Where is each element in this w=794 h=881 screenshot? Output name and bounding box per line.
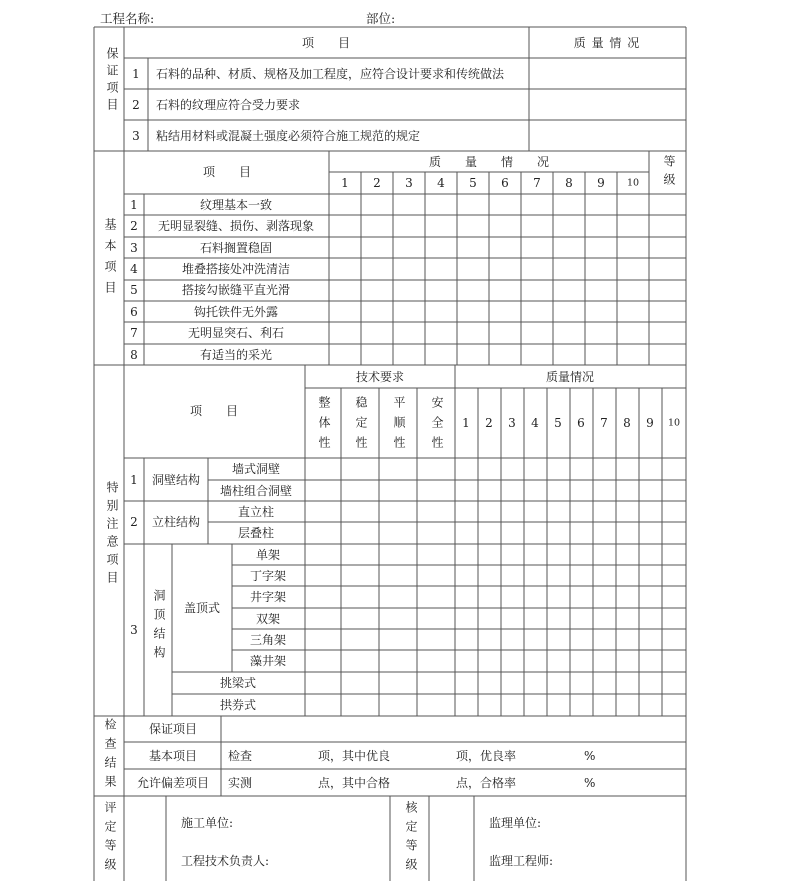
special-sub-item: 直立柱 [237,505,275,519]
supervisor-unit-label: 监理单位: [489,816,542,830]
special-group-name: 洞顶结构 [152,589,166,665]
basic-col-number: 8 [565,176,573,190]
special-tech-header: 技术要求 [355,370,405,384]
tech-col-text: 稳定性 [354,396,368,456]
basic-row-no: 6 [130,305,138,319]
special-col-number: 4 [531,416,539,430]
tech-col-safety [429,396,443,456]
special-col-number: 7 [600,416,608,430]
verify-section-text: 核定等级 [404,801,418,877]
guarantee-row-text: 粘结用材料或混凝土强度必须符合施工规范的规定 [156,129,421,143]
special-sub-item: 拱券式 [219,698,257,712]
special-group-no: 2 [130,515,138,529]
guarantee-row-no: 2 [132,98,140,112]
basic-row-no: 2 [130,219,138,233]
special-col-number: 9 [646,416,654,430]
rating-section-text: 评定等级 [103,801,117,877]
basic-row-text: 无明显突石、利石 [187,326,285,340]
result-basic-mid: 项，其中优良 [318,749,391,763]
basic-row-no: 7 [130,326,138,340]
result-tolerance-label: 允许偏差项目 [136,776,210,790]
result-tol-measure: 实测 [228,776,253,790]
basic-quality-header: 质 量 情 况 [428,155,550,169]
result-basic-label: 基本项目 [148,749,198,763]
tech-col-integrity [316,396,330,456]
basic-col-number: 1 [341,176,349,190]
basic-col-number: 7 [533,176,541,190]
special-col-number: 8 [623,416,631,430]
guarantee-row-text: 石料的纹理应符合受力要求 [156,98,301,112]
guarantee-row-text: 石料的品种、材质、规格及加工程度，应符合设计要求和传统做法 [156,67,505,81]
basic-col-number: 4 [437,176,445,190]
result-section-text: 检查结果 [103,718,117,794]
result-basic-end: 项，优良率 [456,749,517,763]
special-sub-item: 双架 [255,612,281,626]
special-sub-item: 丁字架 [249,569,287,583]
basic-item-header: 项 目 [202,165,252,179]
part-label: 部位: [366,11,396,26]
special-group-name: 立柱结构 [151,515,201,529]
basic-col-number: 5 [469,176,477,190]
basic-grade-text: 等级 [662,155,676,191]
special-col-number: 2 [485,416,493,430]
special-quality-header: 质量情况 [545,370,595,384]
basic-col-number: 10 [626,177,640,189]
rating-section-label [102,801,116,877]
result-basic-check: 检查 [228,749,253,763]
basic-col-number: 9 [597,176,605,190]
special-sub-item: 三角架 [249,633,287,647]
special-sub-item: 墙柱组合洞壁 [219,484,293,498]
basic-row-no: 5 [130,283,138,297]
basic-row-text: 纹理基本一致 [199,198,273,212]
basic-row-text: 无明显裂缝、损伤、剥落现象 [157,219,315,233]
basic-row-no: 1 [130,198,138,212]
basic-row-no: 4 [130,262,138,276]
basic-col-number: 6 [501,176,509,190]
basic-row-text: 钩托铁件无外露 [193,305,279,319]
special-sub-item: 墙式洞壁 [231,462,281,476]
special-group-name: 洞壁结构 [151,473,201,487]
special-col-number: 10 [667,417,681,429]
result-tol-end: 点，合格率 [456,776,517,790]
result-guarantee-label: 保证项目 [148,722,198,736]
special-sub-item: 挑梁式 [219,676,257,690]
cover-type-label: 盖顶式 [183,601,221,615]
basic-row-text: 有适当的采光 [199,348,273,362]
special-col-number: 3 [508,416,516,430]
special-group-no: 3 [130,623,138,637]
tech-col-text: 平顺性 [392,396,406,456]
special-group-name-vertical [151,589,165,665]
guarantee-item-header: 项 目 [301,36,351,50]
guarantee-row-no: 3 [132,129,140,143]
tech-leader-label: 工程技术负责人: [181,854,270,868]
special-col-number: 1 [462,416,470,430]
result-basic-percent: % [584,749,596,763]
special-sub-item: 井字架 [249,590,287,604]
special-col-number: 6 [577,416,585,430]
special-group-no: 1 [130,473,138,487]
basic-row-text: 堆叠搭接处冲洗清洁 [181,262,291,276]
verify-section-label [403,801,417,877]
basic-section-text: 基本项目 [103,218,117,302]
special-section-label [102,481,119,589]
basic-row-text: 石料搁置稳固 [199,241,273,255]
guarantee-section-text: 保证项目 [105,47,119,115]
basic-col-number: 3 [405,176,413,190]
tech-col-text: 整体性 [317,396,331,456]
guarantee-quality-header: 质 量 情 况 [573,36,641,50]
tech-col-stability [353,396,367,456]
special-sub-item: 层叠柱 [237,526,275,540]
special-sub-item: 藻井架 [249,654,287,668]
special-sub-item: 单架 [255,548,281,562]
constructor-unit-label: 施工单位: [181,816,234,830]
basic-grade-header [661,155,675,191]
project-name-label: 工程名称: [100,11,155,26]
basic-col-number: 2 [373,176,381,190]
tech-col-text: 安全性 [430,396,444,456]
guarantee-row-no: 1 [132,67,140,81]
special-section-text: 特别注意项目 [105,481,119,589]
guarantee-section-label [102,47,119,115]
special-item-header: 项 目 [189,404,239,418]
supervisor-engineer-label: 监理工程师: [489,854,554,868]
special-col-number: 5 [554,416,562,430]
basic-row-text: 搭接勾嵌缝平直光滑 [181,283,291,297]
result-tol-mid: 点，其中合格 [318,776,391,790]
result-tol-percent: % [584,776,596,790]
tech-col-smoothness [391,396,405,456]
result-section-label [102,718,116,794]
basic-row-no: 3 [130,241,138,255]
basic-row-no: 8 [130,348,138,362]
basic-section-label [102,218,116,302]
